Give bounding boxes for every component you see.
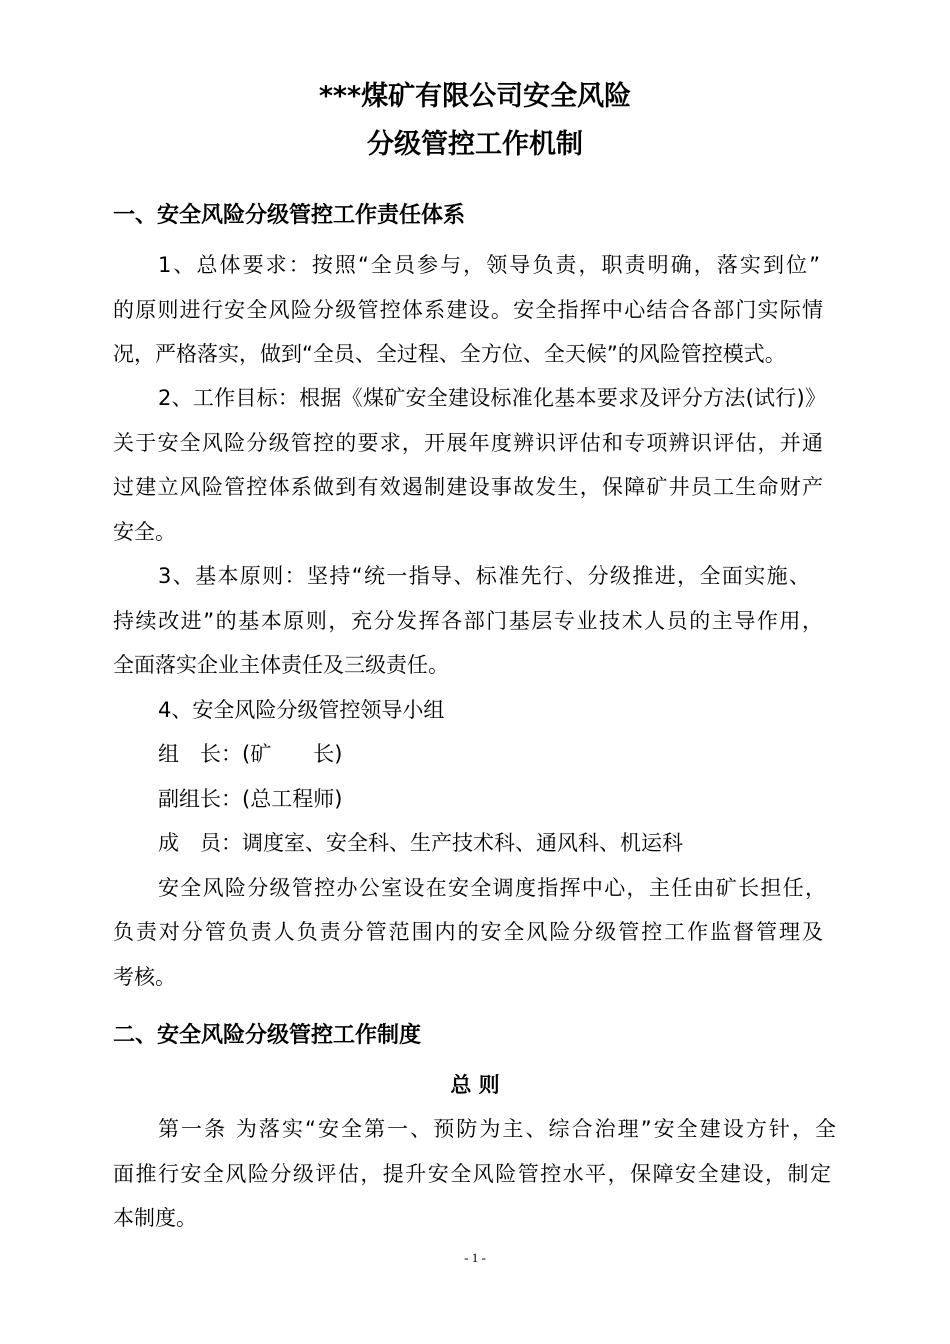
paragraph-line: 4、安全风险分级管控领导小组 <box>158 698 445 722</box>
paragraph-line: 2、工作目标：根据《煤矿安全建设标准化基本要求及评分方法(试行)》 <box>158 386 826 410</box>
deputy-leader-line: 副组长：(总工程师) <box>158 787 343 811</box>
paragraph-line: 安全风险分级管控办公室设在安全调度指挥中心，主任由矿长担任， <box>158 876 826 900</box>
paragraph-line: 全面落实企业主体责任及三级责任。 <box>113 653 449 677</box>
group-leader-line: 组 长：(矿 长) <box>158 742 343 766</box>
article-line: 面推行安全风险分级评估，提升安全风险管控水平，保障安全建设，制定 <box>113 1162 831 1186</box>
article-line: 第一条 为落实“安全第一、预防为主、综合治理”安全建设方针，全 <box>158 1117 836 1141</box>
article-line: 本制度。 <box>113 1206 197 1230</box>
paragraph-line: 的原则进行安全风险分级管控体系建设。安全指挥中心结合各部门实际情 <box>113 298 823 322</box>
paragraph-line: 考核。 <box>113 965 176 989</box>
document-title-line-1: ***煤矿有限公司安全风险 <box>318 81 632 112</box>
paragraph-line: 负责对分管负责人负责分管范围内的安全风险分级管控工作监督管理及 <box>113 920 823 944</box>
paragraph-line: 3、基本原则：坚持“统一指导、标准先行、分级推进，全面实施、 <box>158 564 810 588</box>
members-line: 成 员：调度室、安全科、生产技术科、通风科、机运科 <box>158 831 683 855</box>
paragraph-line: 持续改进”的基本原则，充分发挥各部门基层专业技术人员的主导作用， <box>113 609 823 633</box>
document-title-line-2: 分级管控工作机制 <box>367 129 583 160</box>
paragraph-line: 1、总体要求：按照“全员参与，领导负责，职责明确，落实到位” <box>158 253 820 277</box>
paragraph-line: 安全。 <box>113 520 176 544</box>
page-number: - 1 - <box>464 1250 486 1265</box>
section-2-heading: 二、安全风险分级管控工作制度 <box>113 1023 422 1048</box>
section-1-heading: 一、安全风险分级管控工作责任体系 <box>113 203 466 228</box>
paragraph-line: 过建立风险管控体系做到有效遏制建设事故发生，保障矿井员工生命财产 <box>113 475 823 499</box>
general-provisions-heading: 总 则 <box>450 1073 500 1097</box>
paragraph-line: 关于安全风险分级管控的要求，开展年度辨识评估和专项辨识评估，并通 <box>113 431 823 455</box>
paragraph-line: 况，严格落实，做到“全员、全过程、全方位、全天候”的风险管控模式。 <box>113 342 786 366</box>
